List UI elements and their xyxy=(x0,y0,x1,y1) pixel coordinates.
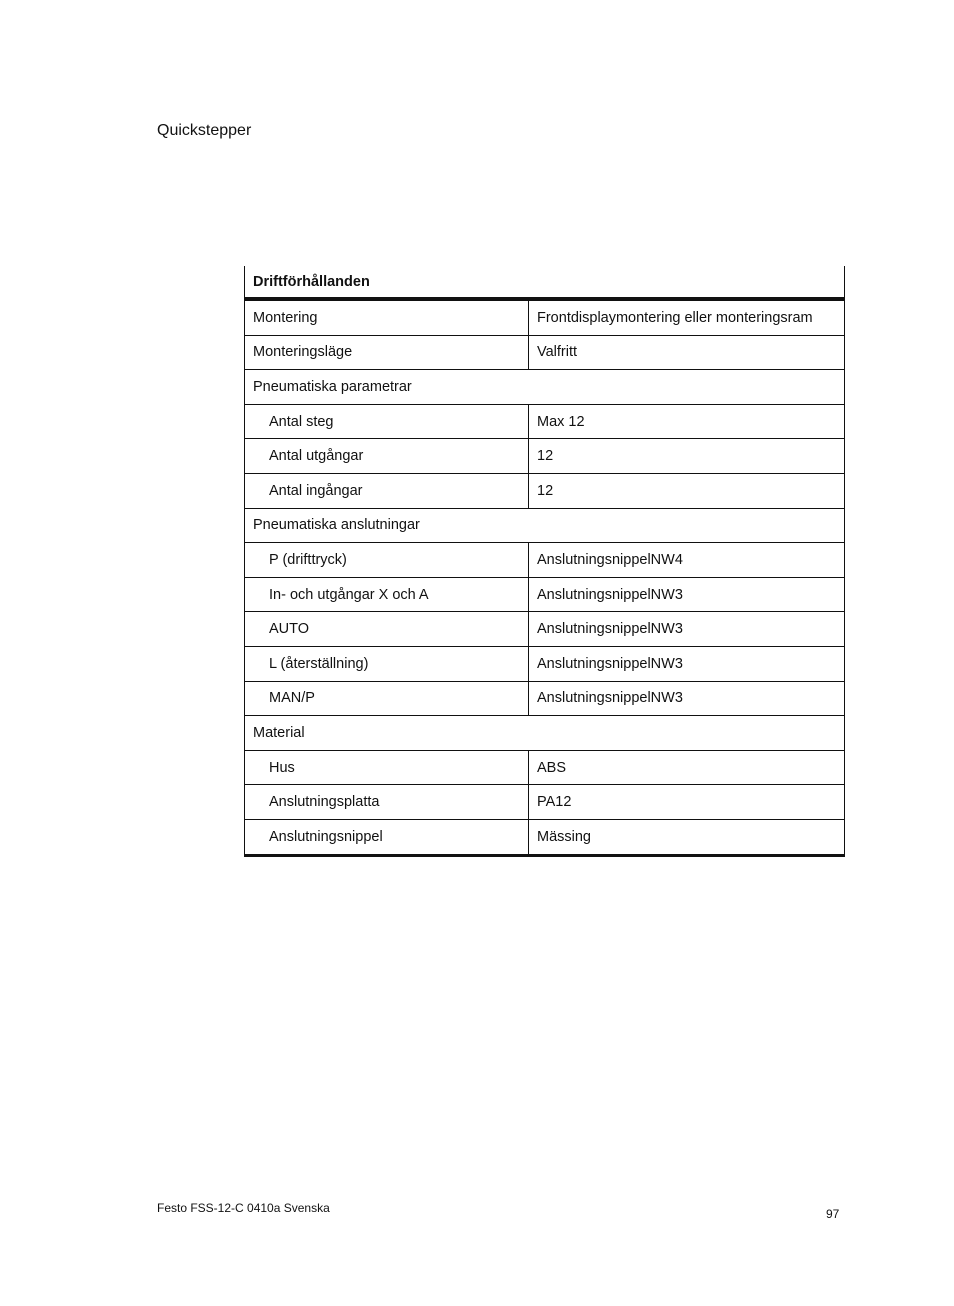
row-value: AnslutningsnippelNW3 xyxy=(529,681,845,716)
row-label: Montering xyxy=(245,299,529,335)
table-title-row xyxy=(245,266,845,299)
section-heading: Pneumatiska anslutningar xyxy=(245,508,845,543)
row-label: P (drifttryck) xyxy=(245,543,529,578)
row-label: L (återställning) xyxy=(245,646,529,681)
table-row xyxy=(245,646,845,681)
row-value: AnslutningsnippelNW3 xyxy=(529,646,845,681)
table-row xyxy=(245,612,845,647)
row-value: AnslutningsnippelNW3 xyxy=(529,577,845,612)
row-value: AnslutningsnippelNW4 xyxy=(529,543,845,578)
table-row xyxy=(245,543,845,578)
row-label: MAN/P xyxy=(245,681,529,716)
row-value: Max 12 xyxy=(529,404,845,439)
page-number: 97 xyxy=(826,1207,840,1221)
table-row xyxy=(245,473,845,508)
row-label: Monteringsläge xyxy=(245,335,529,370)
row-value: Valfritt xyxy=(529,335,845,370)
row-value: PA12 xyxy=(529,785,845,820)
table-row xyxy=(245,819,845,855)
table-row xyxy=(245,299,845,335)
table-row xyxy=(245,335,845,370)
table-row xyxy=(245,577,845,612)
row-label: Hus xyxy=(245,750,529,785)
row-value: ABS xyxy=(529,750,845,785)
row-label: Antal steg xyxy=(245,404,529,439)
operating-conditions-table xyxy=(244,266,845,857)
section-row xyxy=(245,508,845,543)
row-label: AUTO xyxy=(245,612,529,647)
page-header-title: Quickstepper xyxy=(157,122,252,139)
row-label: Antal utgångar xyxy=(245,439,529,474)
row-label: In- och utgångar X och A xyxy=(245,577,529,612)
row-label: Antal ingångar xyxy=(245,473,529,508)
table-row xyxy=(245,785,845,820)
row-value: Frontdisplaymontering eller monteringsram xyxy=(529,299,845,335)
row-value: 12 xyxy=(529,473,845,508)
section-row xyxy=(245,716,845,751)
table-title: Driftförhållanden xyxy=(245,266,845,299)
table-row xyxy=(245,439,845,474)
section-heading: Pneumatiska parametrar xyxy=(245,370,845,405)
row-value: 12 xyxy=(529,439,845,474)
section-heading: Material xyxy=(245,716,845,751)
footer-document-id: Festo FSS-12-C 0410a Svenska xyxy=(157,1201,330,1215)
row-label: Anslutningsnippel xyxy=(245,819,529,855)
row-value: AnslutningsnippelNW3 xyxy=(529,612,845,647)
row-value: Mässing xyxy=(529,819,845,855)
table-row xyxy=(245,750,845,785)
row-label: Anslutningsplatta xyxy=(245,785,529,820)
section-row xyxy=(245,370,845,405)
table-row xyxy=(245,404,845,439)
table-row xyxy=(245,681,845,716)
